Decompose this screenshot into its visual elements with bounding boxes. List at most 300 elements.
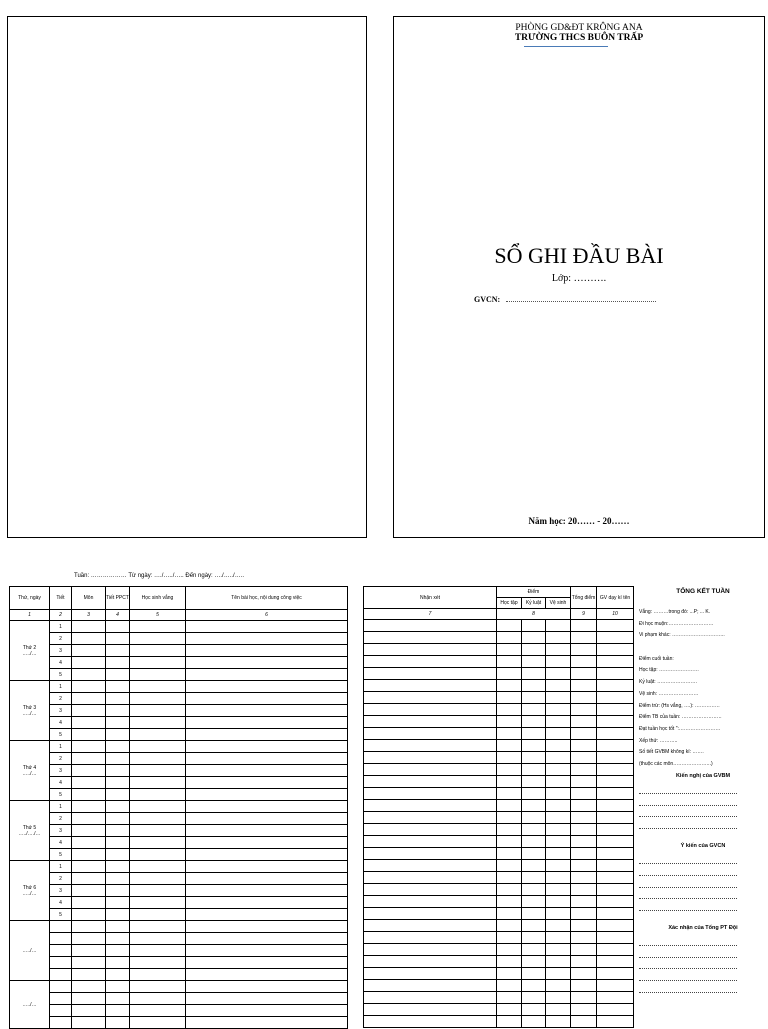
entry-cell[interactable]: [72, 873, 106, 885]
entry-cell[interactable]: [546, 992, 571, 1004]
entry-cell[interactable]: [186, 993, 348, 1005]
entry-cell[interactable]: [364, 872, 497, 884]
entry-cell[interactable]: [72, 921, 106, 933]
entry-cell[interactable]: [186, 897, 348, 909]
entry-cell[interactable]: [522, 920, 546, 932]
entry-cell[interactable]: [597, 740, 634, 752]
entry-cell[interactable]: [571, 1016, 597, 1028]
entry-cell[interactable]: [571, 872, 597, 884]
entry-cell[interactable]: [364, 908, 497, 920]
entry-cell[interactable]: [364, 776, 497, 788]
entry-cell[interactable]: [546, 896, 571, 908]
entry-cell[interactable]: [106, 693, 130, 705]
entry-cell[interactable]: [130, 861, 186, 873]
entry-cell[interactable]: [571, 668, 597, 680]
entry-cell[interactable]: [497, 776, 522, 788]
entry-cell[interactable]: [130, 873, 186, 885]
entry-cell[interactable]: [571, 752, 597, 764]
entry-cell[interactable]: [106, 909, 130, 921]
entry-cell[interactable]: [130, 897, 186, 909]
entry-cell[interactable]: [546, 908, 571, 920]
entry-cell[interactable]: [364, 980, 497, 992]
entry-cell[interactable]: [571, 884, 597, 896]
entry-cell[interactable]: [186, 681, 348, 693]
entry-cell[interactable]: [546, 764, 571, 776]
entry-cell[interactable]: [364, 692, 497, 704]
entry-cell[interactable]: [597, 716, 634, 728]
entry-cell[interactable]: [72, 669, 106, 681]
entry-cell[interactable]: [522, 632, 546, 644]
entry-cell[interactable]: [130, 753, 186, 765]
entry-cell[interactable]: [546, 740, 571, 752]
entry-cell[interactable]: [106, 777, 130, 789]
entry-cell[interactable]: [497, 908, 522, 920]
entry-cell[interactable]: [522, 704, 546, 716]
entry-cell[interactable]: [186, 861, 348, 873]
entry-cell[interactable]: [597, 776, 634, 788]
entry-cell[interactable]: [571, 692, 597, 704]
entry-cell[interactable]: [364, 992, 497, 1004]
entry-cell[interactable]: [546, 788, 571, 800]
entry-cell[interactable]: [130, 717, 186, 729]
entry-cell[interactable]: [546, 620, 571, 632]
entry-cell[interactable]: [546, 800, 571, 812]
entry-cell[interactable]: [571, 1004, 597, 1016]
entry-cell[interactable]: [522, 812, 546, 824]
entry-cell[interactable]: [106, 681, 130, 693]
entry-cell[interactable]: [546, 812, 571, 824]
entry-cell[interactable]: [571, 680, 597, 692]
entry-cell[interactable]: [72, 1005, 106, 1017]
entry-cell[interactable]: [497, 860, 522, 872]
entry-cell[interactable]: [571, 812, 597, 824]
entry-cell[interactable]: [72, 633, 106, 645]
entry-cell[interactable]: [186, 813, 348, 825]
entry-cell[interactable]: [130, 801, 186, 813]
entry-cell[interactable]: [571, 788, 597, 800]
entry-cell[interactable]: [522, 668, 546, 680]
entry-cell[interactable]: [546, 920, 571, 932]
entry-cell[interactable]: [130, 1017, 186, 1029]
entry-cell[interactable]: [130, 969, 186, 981]
entry-cell[interactable]: [106, 957, 130, 969]
entry-cell[interactable]: [571, 956, 597, 968]
entry-cell[interactable]: [497, 896, 522, 908]
entry-cell[interactable]: [72, 909, 106, 921]
entry-cell[interactable]: [72, 753, 106, 765]
entry-cell[interactable]: [130, 933, 186, 945]
entry-cell[interactable]: [130, 813, 186, 825]
entry-cell[interactable]: [364, 716, 497, 728]
entry-cell[interactable]: [522, 644, 546, 656]
entry-cell[interactable]: [130, 957, 186, 969]
entry-cell[interactable]: [186, 777, 348, 789]
entry-cell[interactable]: [497, 992, 522, 1004]
entry-cell[interactable]: [130, 777, 186, 789]
entry-cell[interactable]: [571, 704, 597, 716]
entry-cell[interactable]: [497, 1016, 522, 1028]
entry-cell[interactable]: [106, 801, 130, 813]
entry-cell[interactable]: [186, 921, 348, 933]
entry-cell[interactable]: [522, 872, 546, 884]
entry-cell[interactable]: [546, 824, 571, 836]
entry-cell[interactable]: [522, 968, 546, 980]
entry-cell[interactable]: [130, 693, 186, 705]
entry-cell[interactable]: [72, 897, 106, 909]
entry-cell[interactable]: [497, 680, 522, 692]
entry-cell[interactable]: [106, 669, 130, 681]
entry-cell[interactable]: [522, 692, 546, 704]
entry-cell[interactable]: [597, 812, 634, 824]
entry-cell[interactable]: [497, 824, 522, 836]
entry-cell[interactable]: [546, 776, 571, 788]
entry-cell[interactable]: [597, 944, 634, 956]
entry-cell[interactable]: [364, 644, 497, 656]
entry-cell[interactable]: [597, 632, 634, 644]
entry-cell[interactable]: [72, 981, 106, 993]
entry-cell[interactable]: [597, 644, 634, 656]
entry-cell[interactable]: [497, 740, 522, 752]
entry-cell[interactable]: [72, 705, 106, 717]
entry-cell[interactable]: [597, 1016, 634, 1028]
entry-cell[interactable]: [106, 645, 130, 657]
entry-cell[interactable]: [72, 765, 106, 777]
entry-cell[interactable]: [546, 884, 571, 896]
entry-cell[interactable]: [546, 1004, 571, 1016]
entry-cell[interactable]: [72, 945, 106, 957]
entry-cell[interactable]: [72, 849, 106, 861]
entry-cell[interactable]: [72, 801, 106, 813]
entry-cell[interactable]: [522, 740, 546, 752]
entry-cell[interactable]: [130, 885, 186, 897]
entry-cell[interactable]: [364, 704, 497, 716]
entry-cell[interactable]: [546, 980, 571, 992]
entry-cell[interactable]: [364, 752, 497, 764]
entry-cell[interactable]: [497, 620, 522, 632]
entry-cell[interactable]: [186, 981, 348, 993]
entry-cell[interactable]: [106, 873, 130, 885]
entry-cell[interactable]: [364, 1016, 497, 1028]
entry-cell[interactable]: [546, 632, 571, 644]
entry-cell[interactable]: [186, 693, 348, 705]
entry-cell[interactable]: [72, 657, 106, 669]
entry-cell[interactable]: [106, 621, 130, 633]
entry-cell[interactable]: [72, 861, 106, 873]
entry-cell[interactable]: [571, 776, 597, 788]
entry-cell[interactable]: [571, 824, 597, 836]
entry-cell[interactable]: [106, 849, 130, 861]
entry-cell[interactable]: [522, 788, 546, 800]
entry-cell[interactable]: [72, 933, 106, 945]
entry-cell[interactable]: [522, 896, 546, 908]
entry-cell[interactable]: [72, 741, 106, 753]
entry-cell[interactable]: [186, 969, 348, 981]
entry-cell[interactable]: [571, 932, 597, 944]
entry-cell[interactable]: [546, 848, 571, 860]
entry-cell[interactable]: [186, 657, 348, 669]
entry-cell[interactable]: [106, 885, 130, 897]
entry-cell[interactable]: [364, 788, 497, 800]
entry-cell[interactable]: [571, 968, 597, 980]
entry-cell[interactable]: [546, 968, 571, 980]
entry-cell[interactable]: [497, 800, 522, 812]
entry-cell[interactable]: [497, 716, 522, 728]
entry-cell[interactable]: [72, 837, 106, 849]
entry-cell[interactable]: [597, 704, 634, 716]
entry-cell[interactable]: [130, 921, 186, 933]
entry-cell[interactable]: [130, 705, 186, 717]
entry-cell[interactable]: [497, 752, 522, 764]
entry-cell[interactable]: [497, 644, 522, 656]
entry-cell[interactable]: [597, 728, 634, 740]
entry-cell[interactable]: [130, 849, 186, 861]
entry-cell[interactable]: [186, 717, 348, 729]
entry-cell[interactable]: [522, 752, 546, 764]
entry-cell[interactable]: [546, 752, 571, 764]
entry-cell[interactable]: [186, 753, 348, 765]
entry-cell[interactable]: [186, 789, 348, 801]
entry-cell[interactable]: [571, 992, 597, 1004]
entry-cell[interactable]: [130, 789, 186, 801]
entry-cell[interactable]: [72, 729, 106, 741]
entry-cell[interactable]: [72, 681, 106, 693]
entry-cell[interactable]: [597, 680, 634, 692]
entry-cell[interactable]: [186, 645, 348, 657]
entry-cell[interactable]: [106, 993, 130, 1005]
entry-cell[interactable]: [72, 813, 106, 825]
entry-cell[interactable]: [130, 945, 186, 957]
entry-cell[interactable]: [571, 980, 597, 992]
entry-cell[interactable]: [597, 992, 634, 1004]
entry-cell[interactable]: [72, 885, 106, 897]
entry-cell[interactable]: [597, 764, 634, 776]
entry-cell[interactable]: [130, 765, 186, 777]
entry-cell[interactable]: [364, 1004, 497, 1016]
entry-cell[interactable]: [72, 777, 106, 789]
entry-cell[interactable]: [364, 656, 497, 668]
entry-cell[interactable]: [522, 956, 546, 968]
entry-cell[interactable]: [597, 824, 634, 836]
entry-cell[interactable]: [106, 765, 130, 777]
entry-cell[interactable]: [597, 932, 634, 944]
entry-cell[interactable]: [186, 705, 348, 717]
entry-cell[interactable]: [597, 656, 634, 668]
entry-cell[interactable]: [597, 872, 634, 884]
entry-cell[interactable]: [364, 836, 497, 848]
entry-cell[interactable]: [597, 620, 634, 632]
entry-cell[interactable]: [106, 705, 130, 717]
entry-cell[interactable]: [571, 632, 597, 644]
entry-cell[interactable]: [497, 668, 522, 680]
entry-cell[interactable]: [130, 981, 186, 993]
entry-cell[interactable]: [130, 741, 186, 753]
entry-cell[interactable]: [546, 872, 571, 884]
entry-cell[interactable]: [497, 788, 522, 800]
entry-cell[interactable]: [546, 644, 571, 656]
entry-cell[interactable]: [72, 993, 106, 1005]
entry-cell[interactable]: [497, 968, 522, 980]
entry-cell[interactable]: [597, 668, 634, 680]
entry-cell[interactable]: [186, 957, 348, 969]
entry-cell[interactable]: [106, 789, 130, 801]
entry-cell[interactable]: [364, 680, 497, 692]
entry-cell[interactable]: [522, 860, 546, 872]
entry-cell[interactable]: [522, 980, 546, 992]
entry-cell[interactable]: [571, 920, 597, 932]
entry-cell[interactable]: [72, 717, 106, 729]
entry-cell[interactable]: [106, 633, 130, 645]
entry-cell[interactable]: [497, 980, 522, 992]
entry-cell[interactable]: [186, 1017, 348, 1029]
entry-cell[interactable]: [571, 944, 597, 956]
entry-cell[interactable]: [130, 681, 186, 693]
entry-cell[interactable]: [186, 621, 348, 633]
entry-cell[interactable]: [597, 896, 634, 908]
entry-cell[interactable]: [522, 992, 546, 1004]
entry-cell[interactable]: [497, 944, 522, 956]
entry-cell[interactable]: [597, 800, 634, 812]
entry-cell[interactable]: [497, 632, 522, 644]
entry-cell[interactable]: [130, 825, 186, 837]
entry-cell[interactable]: [106, 921, 130, 933]
entry-cell[interactable]: [546, 956, 571, 968]
entry-cell[interactable]: [72, 789, 106, 801]
entry-cell[interactable]: [106, 861, 130, 873]
entry-cell[interactable]: [571, 848, 597, 860]
entry-cell[interactable]: [571, 860, 597, 872]
entry-cell[interactable]: [186, 945, 348, 957]
entry-cell[interactable]: [522, 800, 546, 812]
entry-cell[interactable]: [497, 836, 522, 848]
entry-cell[interactable]: [106, 813, 130, 825]
entry-cell[interactable]: [364, 944, 497, 956]
entry-cell[interactable]: [497, 884, 522, 896]
entry-cell[interactable]: [186, 849, 348, 861]
entry-cell[interactable]: [497, 812, 522, 824]
entry-cell[interactable]: [106, 657, 130, 669]
entry-cell[interactable]: [72, 969, 106, 981]
entry-cell[interactable]: [186, 933, 348, 945]
entry-cell[interactable]: [106, 933, 130, 945]
entry-cell[interactable]: [130, 621, 186, 633]
entry-cell[interactable]: [571, 800, 597, 812]
entry-cell[interactable]: [522, 932, 546, 944]
entry-cell[interactable]: [522, 848, 546, 860]
entry-cell[interactable]: [106, 717, 130, 729]
entry-cell[interactable]: [522, 728, 546, 740]
entry-cell[interactable]: [364, 740, 497, 752]
entry-cell[interactable]: [497, 956, 522, 968]
entry-cell[interactable]: [364, 620, 497, 632]
entry-cell[interactable]: [522, 620, 546, 632]
entry-cell[interactable]: [106, 741, 130, 753]
entry-cell[interactable]: [546, 680, 571, 692]
entry-cell[interactable]: [546, 704, 571, 716]
entry-cell[interactable]: [546, 932, 571, 944]
entry-cell[interactable]: [72, 621, 106, 633]
entry-cell[interactable]: [546, 668, 571, 680]
entry-cell[interactable]: [72, 645, 106, 657]
entry-cell[interactable]: [130, 657, 186, 669]
entry-cell[interactable]: [522, 944, 546, 956]
entry-cell[interactable]: [522, 824, 546, 836]
entry-cell[interactable]: [546, 1016, 571, 1028]
entry-cell[interactable]: [364, 896, 497, 908]
entry-cell[interactable]: [497, 656, 522, 668]
entry-cell[interactable]: [364, 812, 497, 824]
entry-cell[interactable]: [597, 908, 634, 920]
entry-cell[interactable]: [522, 776, 546, 788]
entry-cell[interactable]: [522, 884, 546, 896]
entry-cell[interactable]: [597, 848, 634, 860]
entry-cell[interactable]: [497, 920, 522, 932]
entry-cell[interactable]: [522, 716, 546, 728]
entry-cell[interactable]: [571, 740, 597, 752]
entry-cell[interactable]: [364, 920, 497, 932]
entry-cell[interactable]: [106, 837, 130, 849]
entry-cell[interactable]: [546, 716, 571, 728]
entry-cell[interactable]: [106, 897, 130, 909]
entry-cell[interactable]: [597, 1004, 634, 1016]
entry-cell[interactable]: [106, 945, 130, 957]
entry-cell[interactable]: [106, 825, 130, 837]
entry-cell[interactable]: [497, 764, 522, 776]
entry-cell[interactable]: [106, 981, 130, 993]
entry-cell[interactable]: [364, 824, 497, 836]
entry-cell[interactable]: [597, 788, 634, 800]
entry-cell[interactable]: [186, 909, 348, 921]
entry-cell[interactable]: [571, 908, 597, 920]
entry-cell[interactable]: [364, 932, 497, 944]
entry-cell[interactable]: [186, 801, 348, 813]
entry-cell[interactable]: [497, 704, 522, 716]
entry-cell[interactable]: [497, 848, 522, 860]
entry-cell[interactable]: [186, 741, 348, 753]
entry-cell[interactable]: [597, 836, 634, 848]
entry-cell[interactable]: [130, 633, 186, 645]
entry-cell[interactable]: [522, 908, 546, 920]
entry-cell[interactable]: [522, 656, 546, 668]
entry-cell[interactable]: [571, 896, 597, 908]
entry-cell[interactable]: [597, 884, 634, 896]
entry-cell[interactable]: [186, 1005, 348, 1017]
entry-cell[interactable]: [364, 848, 497, 860]
entry-cell[interactable]: [186, 729, 348, 741]
entry-cell[interactable]: [522, 680, 546, 692]
entry-cell[interactable]: [130, 837, 186, 849]
entry-cell[interactable]: [364, 800, 497, 812]
entry-cell[interactable]: [106, 1005, 130, 1017]
entry-cell[interactable]: [546, 728, 571, 740]
entry-cell[interactable]: [106, 729, 130, 741]
entry-cell[interactable]: [364, 632, 497, 644]
entry-cell[interactable]: [522, 1016, 546, 1028]
entry-cell[interactable]: [106, 1017, 130, 1029]
entry-cell[interactable]: [364, 860, 497, 872]
entry-cell[interactable]: [597, 860, 634, 872]
entry-cell[interactable]: [571, 644, 597, 656]
entry-cell[interactable]: [597, 752, 634, 764]
entry-cell[interactable]: [186, 669, 348, 681]
entry-cell[interactable]: [597, 980, 634, 992]
entry-cell[interactable]: [597, 920, 634, 932]
entry-cell[interactable]: [186, 633, 348, 645]
entry-cell[interactable]: [186, 837, 348, 849]
entry-cell[interactable]: [497, 932, 522, 944]
entry-cell[interactable]: [497, 872, 522, 884]
entry-cell[interactable]: [571, 620, 597, 632]
entry-cell[interactable]: [106, 753, 130, 765]
